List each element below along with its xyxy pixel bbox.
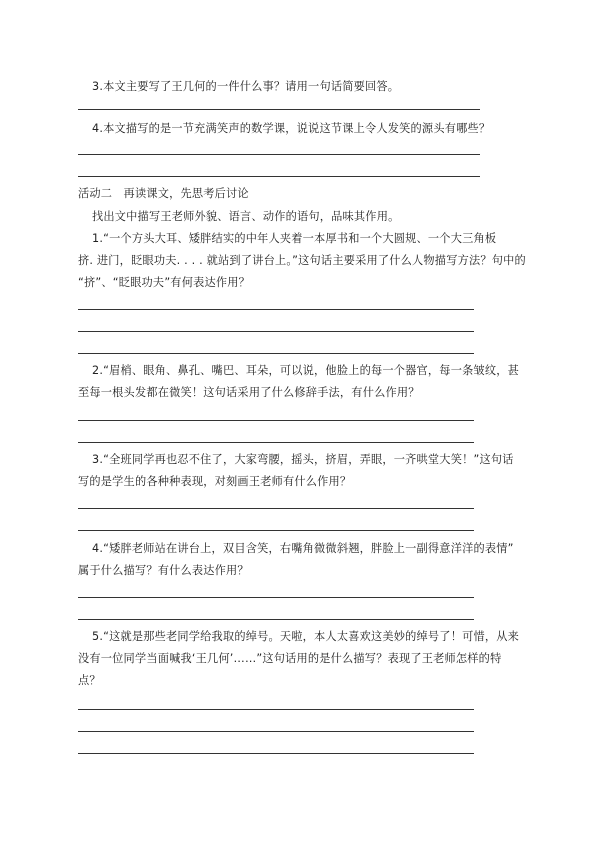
answer-line[interactable] bbox=[78, 154, 480, 155]
answer-line[interactable] bbox=[78, 442, 474, 443]
answer-line[interactable] bbox=[78, 731, 474, 732]
activity-2-title: 活动二 再读课文，先思考后讨论 bbox=[78, 187, 249, 200]
activity-q4-line-1: 4.“矮胖老师站在讲台上，双目含笑，右嘴角微微斜翘，胖脸上一副得意洋洋的表情” bbox=[92, 542, 514, 555]
activity-q3-line-1: 3.“全班同学再也忍不住了，大家弯腰，摇头，挤眉，弄眼，一齐哄堂大笑！”这句话 bbox=[92, 453, 514, 466]
answer-line[interactable] bbox=[78, 176, 480, 177]
activity-q3-line-2: 写的是学生的各种种表现，对刻画王老师有什么作用？ bbox=[78, 475, 352, 488]
activity-q2-line-1: 2.“眉梢、眼角、鼻孔、嘴巴、耳朵，可以说，他脸上的每一个器官，每一条皱纹，甚 bbox=[92, 364, 520, 377]
answer-line[interactable] bbox=[78, 331, 474, 332]
answer-line[interactable] bbox=[78, 420, 474, 421]
activity-q1-line-1: 1.“一个方头大耳、矮胖结实的中年人夹着一本厚书和一个大圆规、一个大三角板 bbox=[92, 232, 497, 245]
question-3: 3.本文主要写了王几何的一件什么事？请用一句话简要回答。 bbox=[92, 80, 400, 93]
answer-line[interactable] bbox=[78, 709, 474, 710]
activity-q5-line-3: 点？ bbox=[78, 674, 101, 687]
activity-q2-line-2: 至每一根头发都在微笑！这句话采用了什么修辞手法，有什么作用？ bbox=[78, 386, 420, 399]
answer-line[interactable] bbox=[78, 309, 474, 310]
activity-q1-line-2: 挤. 进门，眨眼功夫. . . . 就站到了讲台上。”这句话主要采用了什么人物描写方法？句中的 bbox=[78, 254, 526, 267]
answer-line[interactable] bbox=[78, 530, 474, 531]
answer-line[interactable] bbox=[78, 109, 480, 110]
question-4: 4.本文描写的是一节充满笑声的数学课，说说这节课上令人发笑的源头有哪些？ bbox=[92, 122, 491, 135]
answer-line[interactable] bbox=[78, 597, 474, 598]
activity-q5-line-1: 5.“这就是那些老同学给我取的绰号。天啦，本人太喜欢这美妙的绰号了！可惜，从来 bbox=[92, 630, 520, 643]
activity-2-instruction: 找出文中描写王老师外貌、语言、动作的语句，品味其作用。 bbox=[92, 210, 400, 223]
answer-line[interactable] bbox=[78, 753, 474, 754]
answer-line[interactable] bbox=[78, 508, 474, 509]
activity-q5-line-2: 没有一位同学当面喊我‘王几何’……”这句话用的是什么描写？表现了王老师怎样的特 bbox=[78, 652, 502, 665]
answer-line[interactable] bbox=[78, 353, 474, 354]
activity-q1-line-3: “挤”、“眨眼功夫”有何表达作用？ bbox=[78, 276, 251, 289]
activity-q4-line-2: 属于什么描写？有什么表达作用？ bbox=[78, 564, 249, 577]
answer-line[interactable] bbox=[78, 619, 474, 620]
